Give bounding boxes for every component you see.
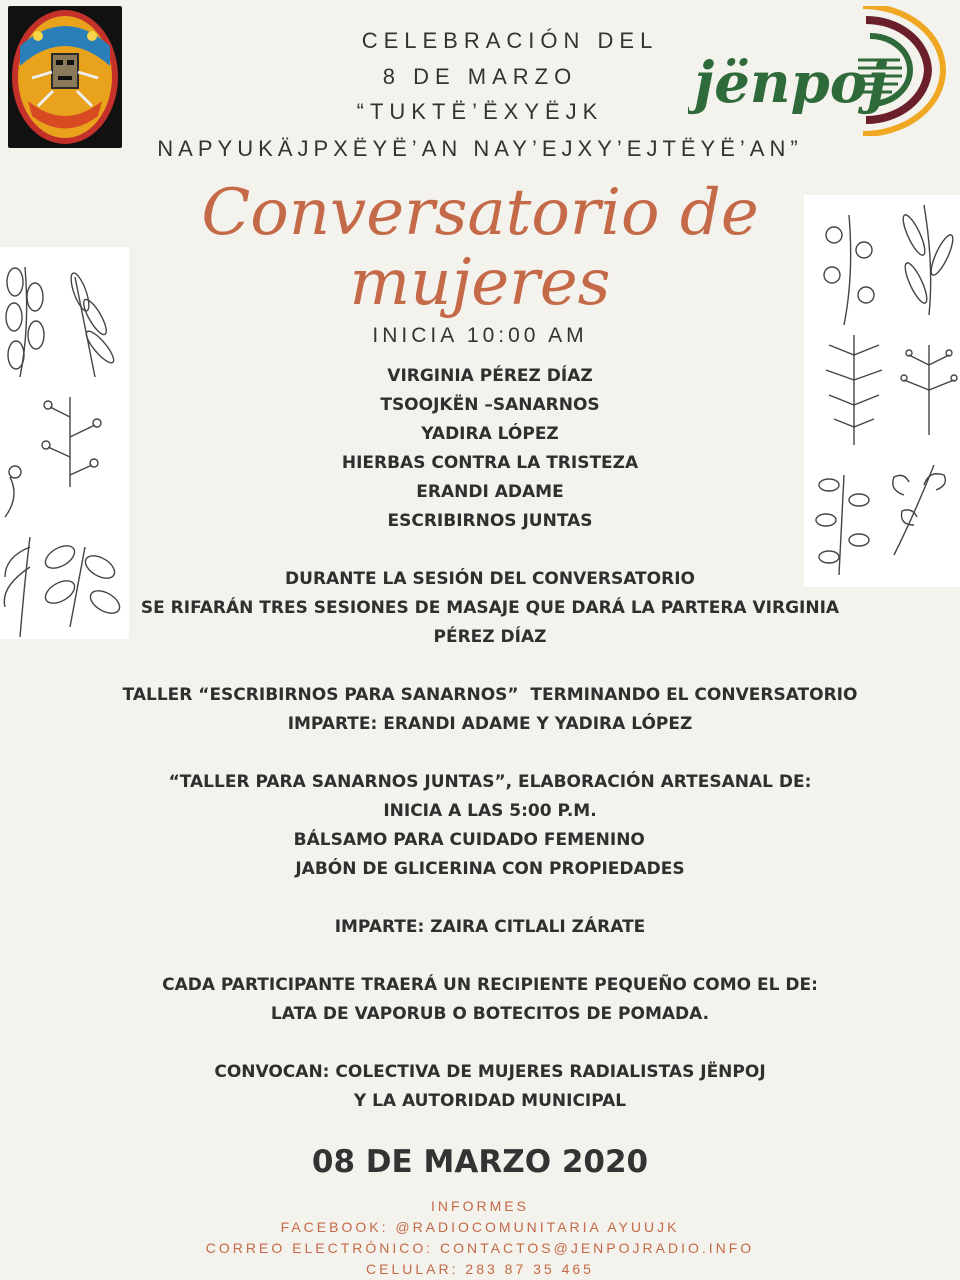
detail-line: HIERBAS CONTRA LA TRISTEZA [341, 453, 639, 473]
detail-line: PÉREZ DÍAZ [433, 627, 547, 647]
event-title-line-2: mujeres [349, 246, 611, 320]
detail-line: Y LA AUTORIDAD MUNICIPAL [353, 1091, 627, 1111]
contact-info [0, 1196, 960, 1280]
detail-line: CONVOCAN: COLECTIVA DE MUJERES RADIALISTAS JËNPOJ [214, 1062, 766, 1082]
event-title-line-1: Conversatorio de [201, 176, 759, 250]
event-details [90, 362, 890, 1116]
header-line-2: 8 DE MARZO [382, 64, 578, 89]
detail-line: INICIA A LAS 5:00 P.M. [383, 801, 597, 821]
detail-line: ERANDI ADAME [416, 482, 564, 502]
detail-line [90, 652, 890, 681]
header-line-3: “TUKTË’ËXYËJK [356, 99, 604, 124]
detail-line: IMPARTE: ERANDI ADAME Y YADIRA LÓPEZ [287, 714, 693, 734]
detail-line: JABÓN DE GLICERINA CON PROPIEDADES [295, 859, 685, 879]
detail-line: TALLER “ESCRIBIRNOS PARA SANARNOS” TERMINANDO EL CONVERSATORIO [122, 685, 858, 705]
event-date: 08 DE MARZO 2020 [311, 1144, 649, 1180]
detail-line: CADA PARTICIPANTE TRAERÁ UN RECIPIENTE PEQUEÑO COMO EL DE: [162, 975, 818, 995]
detail-line: ESCRIBIRNOS JUNTAS [387, 511, 593, 531]
start-time: INICIA 10:00 AM [372, 324, 588, 347]
detail-line: IMPARTE: ZAIRA CITLALI ZÁRATE [334, 917, 646, 937]
header-line-1: CELEBRACIÓN DEL [361, 28, 659, 53]
detail-line: SE RIFARÁN TRES SESIONES DE MASAJE QUE DARÁ LA PARTERA VIRGINIA [140, 598, 840, 618]
contact-email: CORREO ELECTRÓNICO: CONTACTOS@JENPOJRADIO.INFO [205, 1240, 755, 1256]
detail-line [90, 942, 890, 971]
detail-line: YADIRA LÓPEZ [421, 424, 559, 444]
header-line-4: NAPYUKÄJPXËYË’AN NAY’EJXY’EJTËYË’AN” [157, 136, 803, 161]
detail-line [90, 739, 890, 768]
detail-line [90, 1029, 890, 1058]
detail-line: “TALLER PARA SANARNOS JUNTAS”, ELABORACIÓN ARTESANAL DE: [168, 772, 812, 792]
detail-line: TSOOJKËN –SANARNOS [380, 395, 600, 415]
contact-heading: INFORMES [431, 1198, 529, 1214]
detail-line: BÁLSAMO PARA CUIDADO FEMENINO [293, 830, 687, 850]
detail-line [90, 536, 890, 565]
detail-line: VIRGINIA PÉREZ DÍAZ [387, 366, 593, 386]
detail-line [90, 884, 890, 913]
contact-facebook: FACEBOOK: @RADIOCOMUNITARIA AYUUJK [280, 1219, 680, 1235]
detail-line: DURANTE LA SESIÓN DEL CONVERSATORIO [285, 569, 695, 589]
detail-line: LATA DE VAPORUB O BOTECITOS DE POMADA. [270, 1004, 710, 1024]
logo-wordmark: jënpoj [694, 50, 888, 116]
contact-phone: CELULAR: 283 87 35 465 [366, 1261, 594, 1277]
